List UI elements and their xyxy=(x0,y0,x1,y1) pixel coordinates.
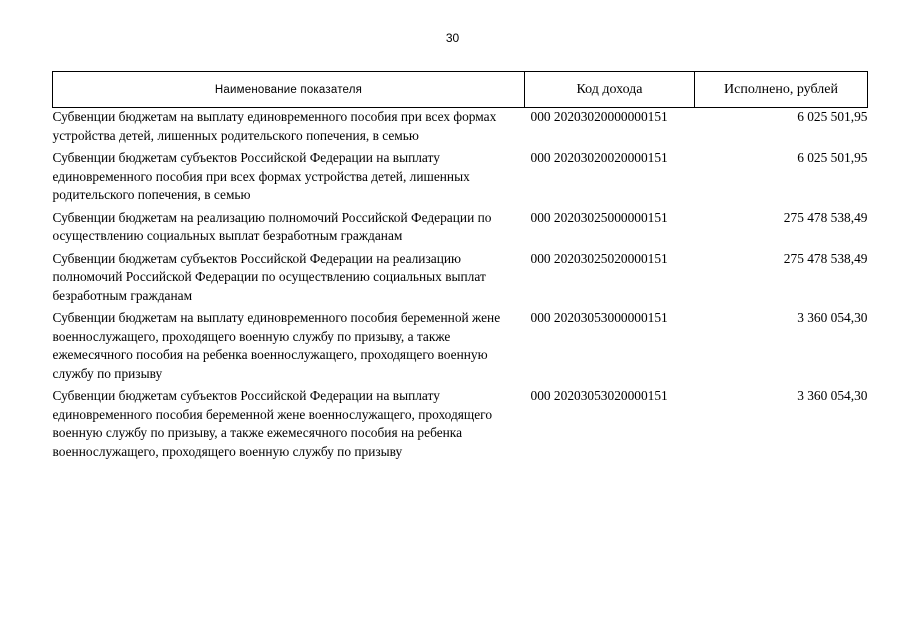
row-amount: 275 478 538,49 xyxy=(783,250,868,266)
table-row xyxy=(53,209,868,250)
row-code: 000 20203025020000151 xyxy=(530,250,668,266)
row-name: Субвенции бюджетам субъектов Российской Федерации на реализацию полномочий Российской Федерации по осуществлению социальных выплат безработным гражданам xyxy=(52,250,486,303)
table-row xyxy=(53,250,868,310)
header-code: Код дохода xyxy=(525,72,695,108)
row-code: 000 20203020020000151 xyxy=(530,150,668,165)
revenue-table xyxy=(52,71,868,465)
row-code: 000 20203020000000151 xyxy=(530,109,668,124)
row-amount: 275 478 538,49 xyxy=(783,209,868,225)
table-row xyxy=(53,387,868,465)
table-row xyxy=(53,108,868,150)
table-row xyxy=(53,309,868,387)
row-amount: 3 360 054,30 xyxy=(797,388,868,403)
page-number: 30 xyxy=(445,31,460,45)
header-amount: Исполнено, рублей xyxy=(695,72,868,108)
header-name: Наименование показателя xyxy=(53,72,525,108)
table-row xyxy=(53,149,868,209)
row-name: Субвенции бюджетам на выплату единовременного пособия при всех формах устройства детей, лишенных родительского попечения, в семью xyxy=(52,109,497,143)
row-amount: 3 360 054,30 xyxy=(797,310,868,325)
row-name: Субвенции бюджетам субъектов Российской Федерации на выплату единовременного пособия беременной жене военнослужащего, проходящего военную службу по призыву, а также ежемесячного пособия на ребенка военнослужащего, проходящего военную службу по призыву xyxy=(52,388,493,459)
row-name: Субвенции бюджетам на выплату единовременного пособия беременной жене военнослужащего, проходящего военную службу по призыву, а также ежемесячного пособия на ребенка военнослужащего, проходящего военную службу по призыву xyxy=(52,310,501,381)
row-code: 000 20203025000000151 xyxy=(530,209,668,225)
row-amount: 6 025 501,95 xyxy=(797,109,868,124)
table-header-row xyxy=(53,72,868,108)
row-name: Субвенции бюджетам на реализацию полномочий Российской Федерации по осуществлению социальных выплат безработным гражданам xyxy=(52,209,492,243)
row-code: 000 20203053020000151 xyxy=(530,388,668,403)
row-name: Субвенции бюджетам субъектов Российской Федерации на выплату единовременного пособия при всех формах устройства детей, лишенных родительского попечения, в семью xyxy=(52,150,470,202)
row-amount: 6 025 501,95 xyxy=(797,150,868,165)
row-code: 000 20203053000000151 xyxy=(530,310,668,325)
